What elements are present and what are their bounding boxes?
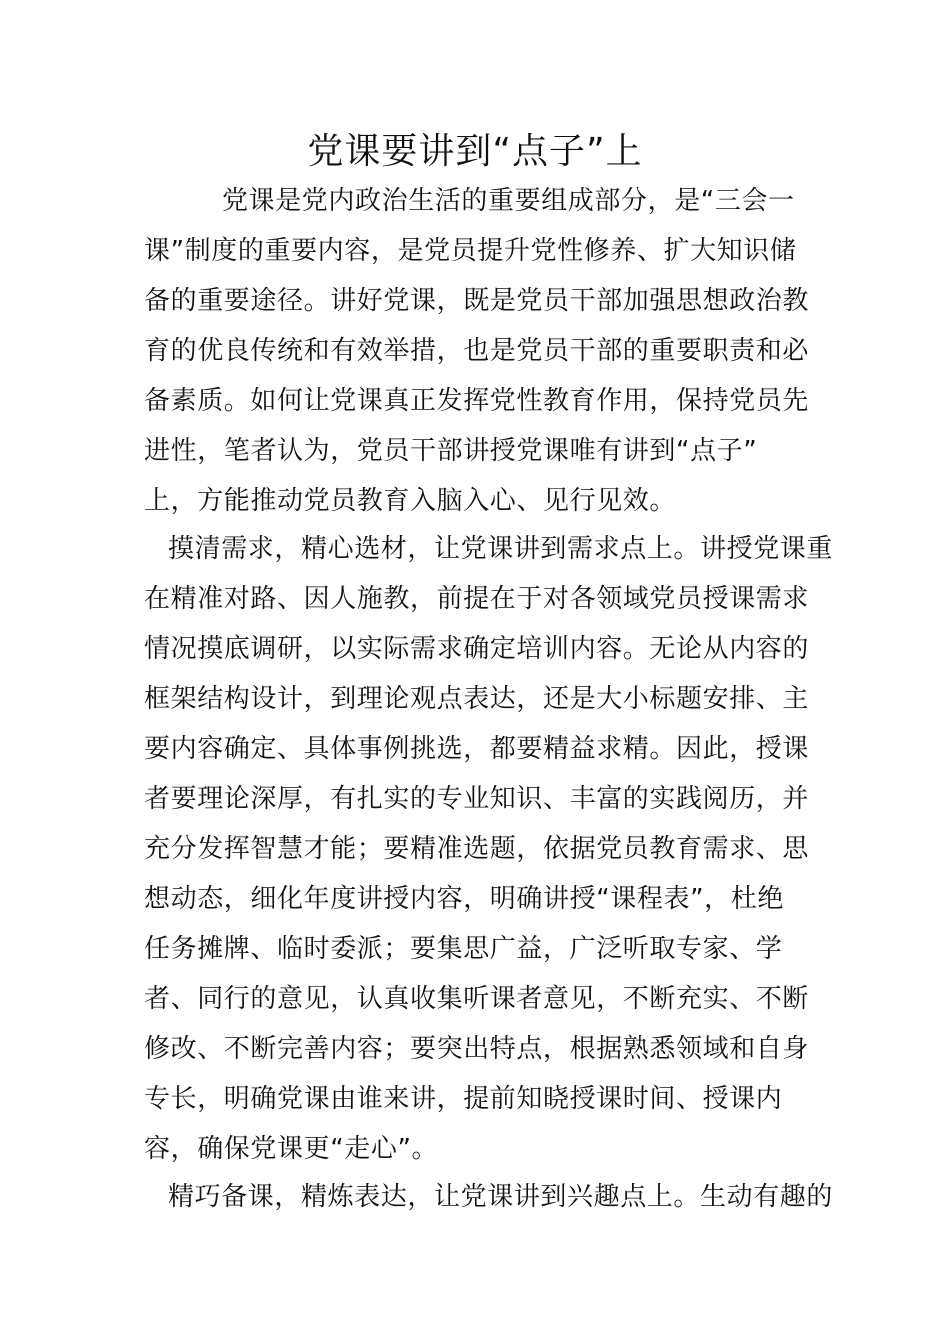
text-line: 摸清需求，精心选材，让党课讲到需求点上。讲授党课重: [168, 534, 834, 564]
text-line: 想动态，细化年度讲授内容，明确讲授“课程表”，杜绝: [144, 884, 784, 914]
text-line: 备素质。如何让党课真正发挥党性教育作用，保持党员先: [144, 386, 810, 416]
text-line: 党课是党内政治生活的重要组成部分，是“三会一: [222, 186, 795, 216]
text-line: 上，方能推动党员教育入脑入心、见行见效。: [144, 486, 677, 516]
text-line: 者、同行的意见，认真收集听课者意见，不断充实、不断: [144, 984, 810, 1014]
text-line: 框架结构设计，到理论观点表达，还是大小标题安排、主: [144, 684, 810, 714]
text-line: 专长，明确党课由谁来讲，提前知晓授课时间、授课内: [144, 1084, 783, 1114]
text-line: 情况摸底调研，以实际需求确定培训内容。无论从内容的: [144, 634, 810, 664]
document-title: 党课要讲到“点子”上: [307, 131, 643, 172]
text-line: 课”制度的重要内容，是党员提升党性修养、扩大知识储: [144, 236, 797, 266]
paragraph-intro: [144, 176, 808, 526]
text-line: 修改、不断完善内容；要突出特点，根据熟悉领域和自身: [144, 1034, 810, 1064]
text-line: 者要理论深厚，有扎实的专业知识、丰富的实践阅历，并: [144, 784, 810, 814]
text-line: 要内容确定、具体事例挑选，都要精益求精。因此，授课: [144, 734, 810, 764]
text-line: 在精准对路、因人施教，前提在于对各领域党员授课需求: [144, 584, 810, 614]
text-line: 备的重要途径。讲好党课，既是党员干部加强思想政治教: [144, 286, 810, 316]
paragraph-prep: [144, 1172, 834, 1222]
text-line: 育的优良传统和有效举措，也是党员干部的重要职责和必: [144, 336, 810, 366]
text-line: 进性，笔者认为，党员干部讲授党课唯有讲到“点子”: [144, 436, 758, 466]
text-line: 任务摊牌、临时委派；要集思广益，广泛听取专家、学: [144, 934, 783, 964]
text-line: 充分发挥智慧才能；要精准选题，依据党员教育需求、思: [144, 834, 810, 864]
text-line: 精巧备课，精炼表达，让党课讲到兴趣点上。生动有趣的: [168, 1182, 834, 1212]
paragraph-needs: [144, 524, 834, 1174]
text-line: 容，确保党课更“走心”。: [144, 1134, 439, 1164]
